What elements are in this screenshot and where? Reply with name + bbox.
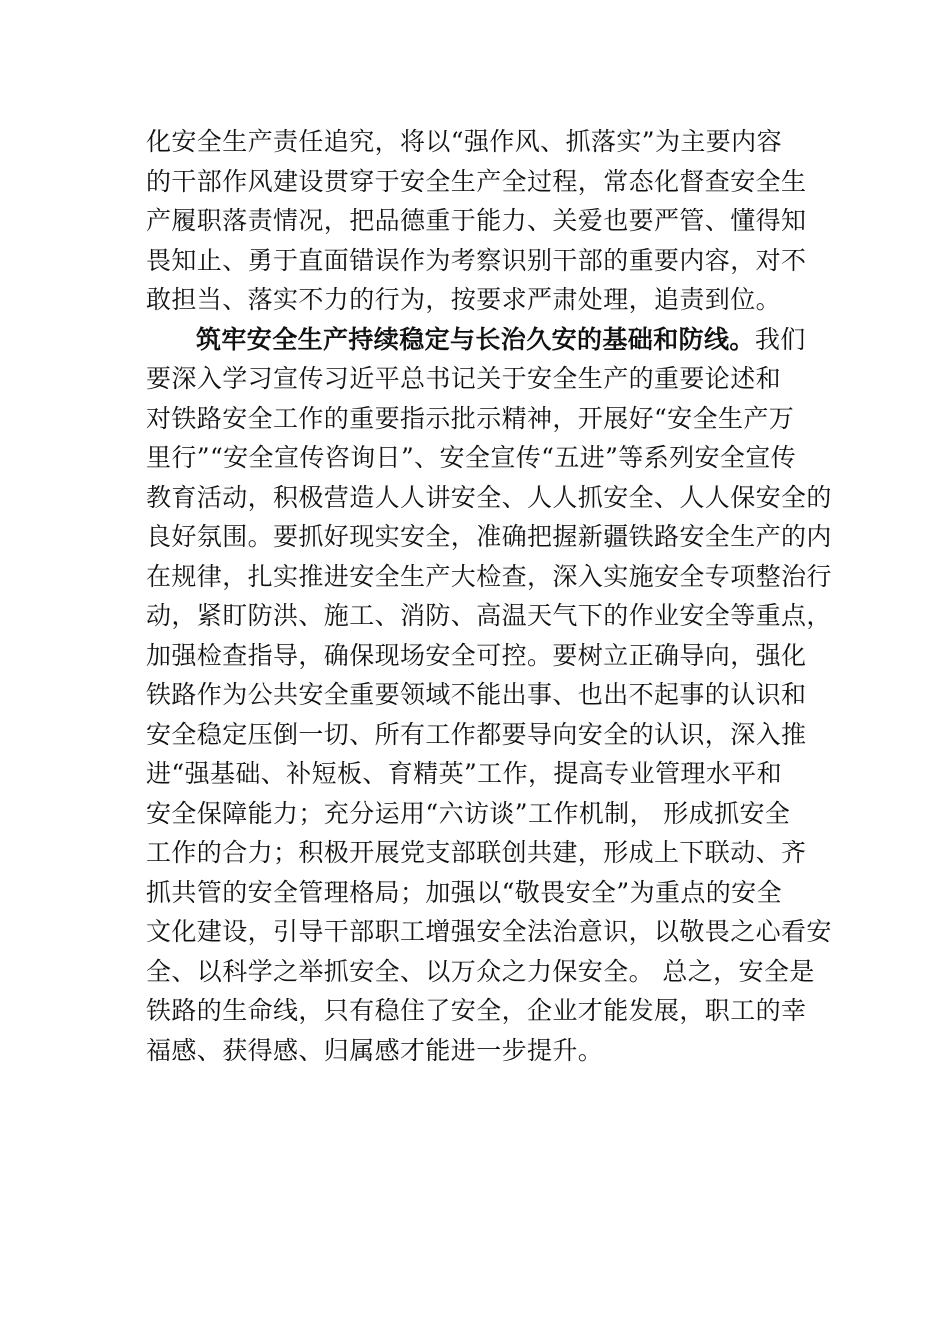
text-line: 铁路的生命线，只有稳住了安全，企业才能发展，职工的幸 bbox=[146, 996, 807, 1025]
text-line: 要深入学习宣传习近平总书记关于安全生产的重要论述和 bbox=[146, 364, 782, 393]
text-line: 化安全生产责任追究，将以“强作风、抓落实”为主要内容 bbox=[146, 127, 782, 156]
paragraph-first-line bbox=[146, 320, 822, 360]
text-line: 产履职落责情况，把品德重于能力、关爱也要严管、懂得知 bbox=[146, 206, 807, 235]
paragraph-safety-foundation bbox=[146, 320, 832, 1071]
text-line: 进“强基础、补短板、育精英”工作，提高专业管理水平和 bbox=[146, 759, 782, 788]
text-line: 敢担当、落实不力的行为，按要求严肃处理，追责到位。 bbox=[146, 285, 782, 314]
text-line: 福感、获得感、归属感才能进一步提升。 bbox=[146, 1035, 604, 1065]
text-line: 文化建设，引导干部职工增强安全法治意识，以敬畏之心看安 bbox=[146, 917, 832, 946]
text-line: 安全保障能力；充分运用“六访谈”工作机制， 形成抓安全 bbox=[146, 798, 791, 828]
text-line: 在规律，扎实推进安全生产大检查，深入实施安全专项整治行 bbox=[146, 561, 832, 591]
text-line: 畏知止、勇于直面错误作为考察识别干部的重要内容，对不 bbox=[146, 245, 807, 275]
text-line: 对铁路安全工作的重要指示批示精神，开展好“安全生产万 bbox=[146, 403, 795, 433]
text-line: 加强检查指导，确保现场安全可控。要树立正确导向，强化 bbox=[146, 640, 807, 670]
text-line: 教育活动，积极营造人人讲安全、人人抓安全、人人保安全的 bbox=[146, 482, 832, 512]
text-line: 全、以科学之举抓安全、以万众之力保安全。 总之，安全是 bbox=[146, 956, 815, 986]
body-text bbox=[146, 122, 832, 1070]
text-line: 铁路作为公共安全重要领域不能出事、也出不起事的认识和 bbox=[146, 680, 807, 709]
text-line: 良好氛围。要抓好现实安全，准确把握新疆铁路安全生产的内 bbox=[146, 522, 832, 551]
text-line: 工作的合力；积极开展党支部联创共建，形成上下联动、齐 bbox=[146, 838, 807, 867]
text-line: 里行”“安全宣传咨询日”、安全宣传“五进”等系列安全宣传 bbox=[146, 443, 797, 472]
paragraph-heading: 筑牢安全生产持续稳定与长治久安的基础和防线。 bbox=[196, 324, 755, 354]
paragraph-accountability bbox=[146, 122, 822, 320]
text-line: 抓共管的安全管理格局；加强以“敬畏安全”为重点的安全 bbox=[146, 877, 782, 907]
text-line: 安全稳定压倒一切、所有工作都要导向安全的认识，深入推 bbox=[146, 719, 807, 749]
text-line: 的干部作风建设贯穿于安全生产全过程，常态化督查安全生 bbox=[146, 166, 807, 196]
text-line: 动，紧盯防洪、施工、消防、高温天气下的作业安全等重点， bbox=[146, 601, 832, 630]
text-run: 我们 bbox=[754, 324, 806, 354]
